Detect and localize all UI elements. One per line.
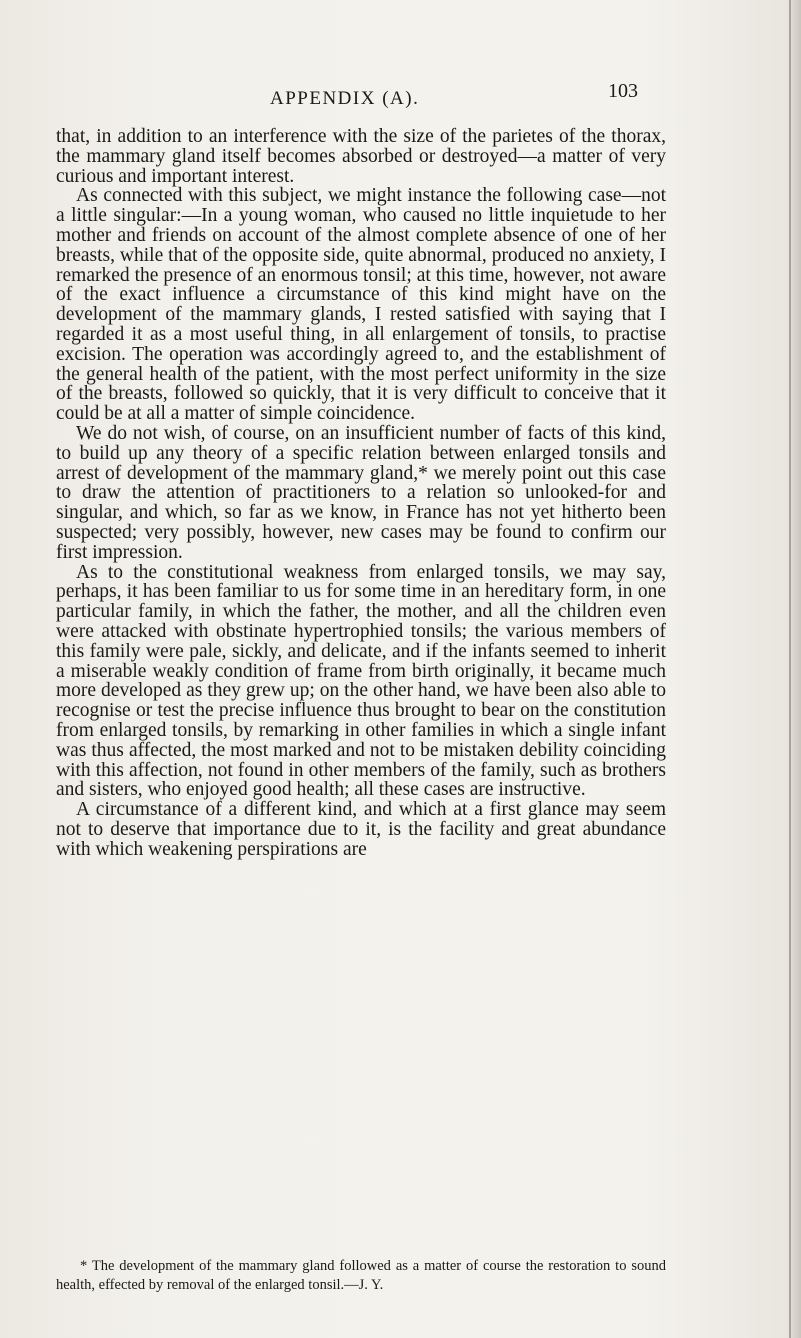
page-edge-line	[789, 0, 791, 1338]
paragraph-2: As connected with this subject, we might instance the following case—not a little singular:—In a young woman, who caused no little inquietude to her mother and friends on account of the almost complete absence of one of her breasts, while that of the opposite side, quite abnormal, produced no anxiety, I remarked the presence of an enormous tonsil; at this time, however, not aware of the exact influence a circumstance of this kind might have on the development of the mammary glands, I rested satisfied with saying that I regarded it as a most useful thing, in all enlargement of tonsils, to practise excision. The operation was accordingly agreed to, and the establishment of the general health of the patient, with the most perfect uniformity in the size of the breasts, followed so quickly, that it is very difficult to conceive that it could be at all a matter of simple coincidence.	[56, 185, 666, 425]
paragraph-3: We do not wish, of course, on an insufficient number of facts of this kind, to build up any theory of a specific relation between enlarged tonsils and arrest of development of the mammary gland,* we merely point out this case to draw the attention of practitioners to a relation so unlooked-for and singular, and which, so far as we know, in France has not yet hitherto been suspected; very possibly, however, new cases may be found to confirm our first impression.	[56, 422, 666, 563]
paragraph-5: A circumstance of a different kind, and which at a first glance may seem not to deserve that importance due to it, is the facility and great abundance with which weakening perspirations are	[56, 799, 666, 860]
page-number: 103	[608, 80, 638, 102]
paragraph-4: As to the constitutional weakness from enlarged tonsils, we may say, perhaps, it has been familiar to us for some time in an hereditary form, in one particular family, in which the father, the mother, and all the children even were attacked with obstinate hypertrophied tonsils; the various members of this family were pale, sickly, and delicate, and if the infants seemed to inherit a miserable weakly condition of frame from birth originally, it became much more developed as they grew up; on the other hand, we have been also able to recognise or test the precise influence thus brought to bear on the constitution from enlarged tonsils, by remarking in other families in which a single infant was thus affected, the most marked and not to be mistaken debility coinciding with this affection, not found in other members of the family, such as brothers and sisters, who enjoyed good health; all these cases are instructive.	[56, 561, 666, 801]
running-head: APPENDIX (A).	[270, 88, 420, 109]
body-text	[56, 127, 666, 859]
paragraph-1: that, in addition to an interference with the size of the parietes of the thorax, the mammary gland itself becomes absorbed or destroyed—a matter of very curious and important interest.	[56, 126, 666, 187]
footnote: * The development of the mammary gland followed as a matter of course the restoration to sound health, effected by removal of the enlarged tonsil.—J. Y.	[56, 1258, 666, 1293]
